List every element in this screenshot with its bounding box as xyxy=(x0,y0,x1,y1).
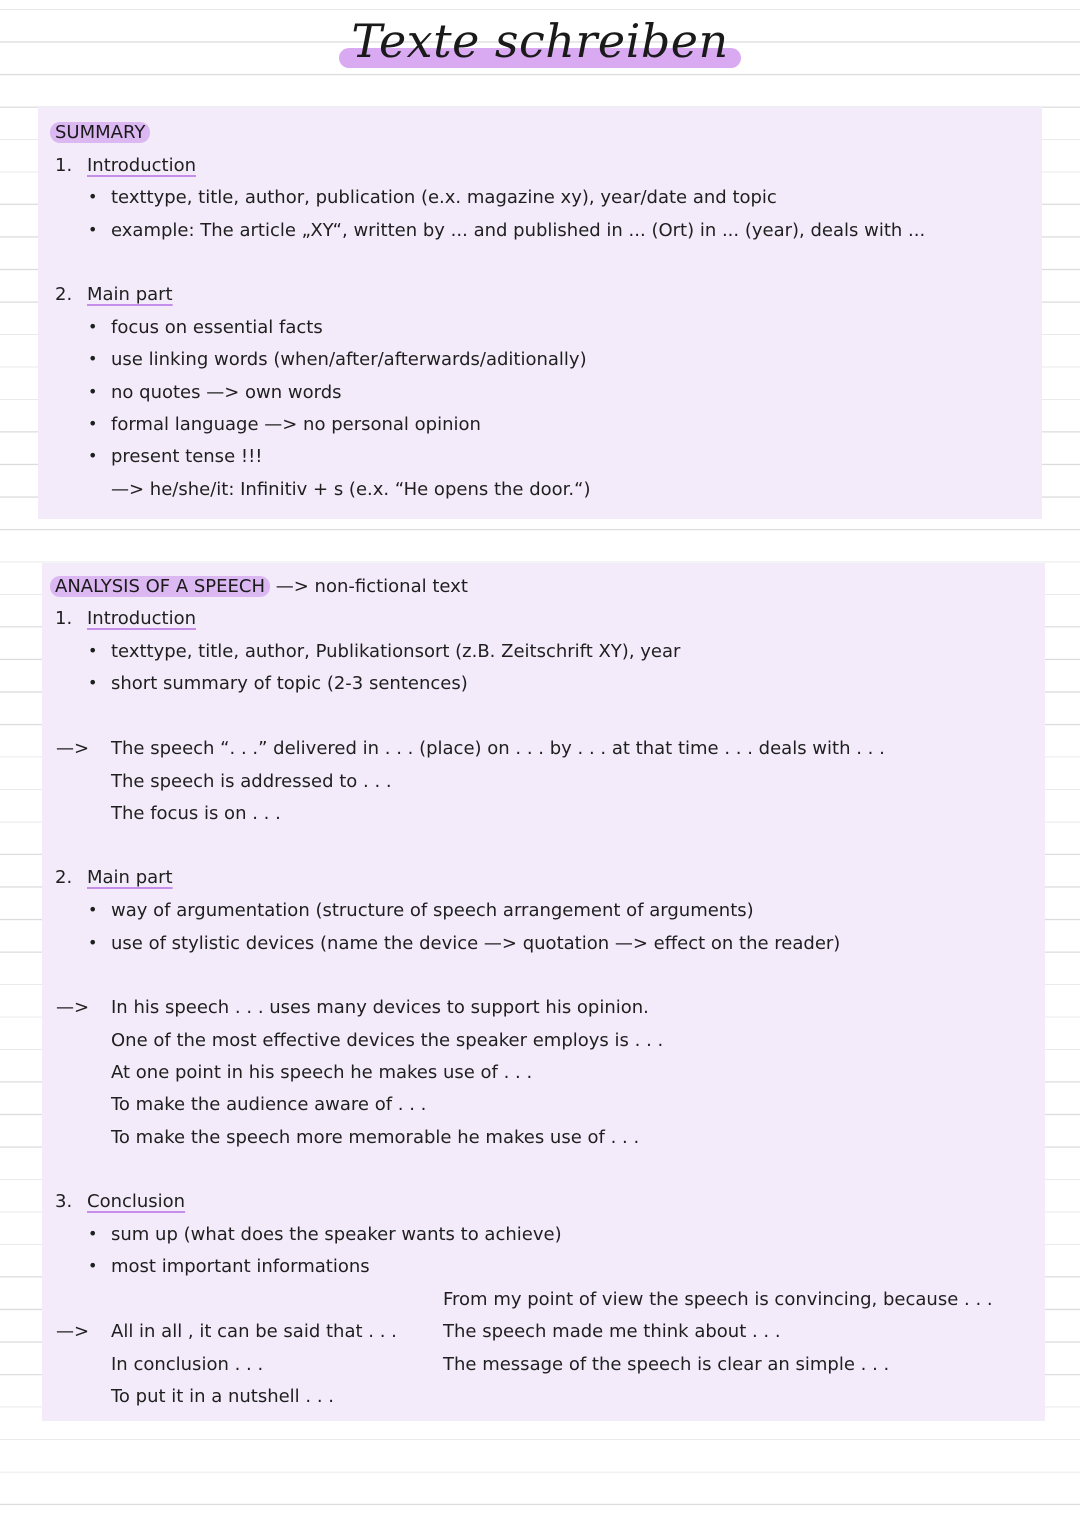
bullet-icon: • xyxy=(88,187,98,206)
phrase-text: The message of the speech is clear an simple . . . xyxy=(443,1354,890,1375)
summary-heading xyxy=(50,121,150,145)
section-title: Conclusion xyxy=(87,1191,186,1212)
phrase-text: The focus is on . . . xyxy=(111,803,281,824)
list-item: most important informations xyxy=(111,1256,370,1277)
summary-intro-heading xyxy=(55,154,196,178)
note-text: —> he/she/it: Infinitiv + s (e.x. “He opens the door.“) xyxy=(111,479,591,500)
phrase-text: From my point of view the speech is convincing, because . . . xyxy=(443,1289,993,1310)
speech-main-heading xyxy=(55,866,173,890)
phrase-text: At one point in his speech he makes use of . . . xyxy=(111,1062,533,1083)
summary-main-heading xyxy=(55,283,173,307)
speech-conclusion-heading xyxy=(55,1190,185,1214)
list-item: way of argumentation (structure of speech arrangement of arguments) xyxy=(111,900,754,921)
speech-intro-heading xyxy=(55,607,196,631)
phrase-text: In conclusion . . . xyxy=(111,1354,264,1375)
list-item: sum up (what does the speaker wants to achieve) xyxy=(111,1224,562,1245)
section-number: 1. xyxy=(55,155,73,176)
speech-heading xyxy=(50,575,468,599)
section-number: 1. xyxy=(55,608,73,629)
list-item: short summary of topic (2-3 sentences) xyxy=(111,673,468,694)
list-item: texttype, title, author, publication (e.x. magazine xy), year/date and topic xyxy=(111,187,777,208)
bullet-icon: • xyxy=(88,900,98,919)
speech-heading-tag: ANALYSIS OF A SPEECH xyxy=(50,576,270,597)
list-item: example: The article „XY“, written by ... and published in ... (Ort) in ... (year), deals with ... xyxy=(111,220,926,241)
speech-heading-suffix: —> non-fictional text xyxy=(275,576,468,597)
page-title: Texte schreiben xyxy=(339,14,740,68)
arrow-icon: —> xyxy=(56,738,90,759)
bullet-icon: • xyxy=(88,382,98,401)
phrase-text: All in all , it can be said that . . . xyxy=(111,1321,397,1342)
phrase-text: To make the audience aware of . . . xyxy=(111,1094,427,1115)
section-title: Main part xyxy=(87,284,173,305)
section-number: 3. xyxy=(55,1191,73,1212)
bullet-icon: • xyxy=(88,933,98,952)
phrase-text: The speech “. . .” delivered in . . . (place) on . . . by . . . at that time . . . deals with . . . xyxy=(111,738,885,759)
bullet-icon: • xyxy=(88,1224,98,1243)
phrase-text: To put it in a nutshell . . . xyxy=(111,1386,335,1407)
bullet-icon: • xyxy=(88,1256,98,1275)
bullet-icon: • xyxy=(88,414,98,433)
phrase-text: One of the most effective devices the speaker employs is . . . xyxy=(111,1030,664,1051)
section-number: 2. xyxy=(55,867,73,888)
list-item: present tense !!! xyxy=(111,446,263,467)
phrase-text: The speech made me think about . . . xyxy=(443,1321,781,1342)
summary-heading-tag: SUMMARY xyxy=(50,122,150,143)
bullet-icon: • xyxy=(88,349,98,368)
list-item: focus on essential facts xyxy=(111,317,323,338)
list-item: texttype, title, author, Publikationsort (z.B. Zeitschrift XY), year xyxy=(111,641,681,662)
section-title: Introduction xyxy=(87,155,197,176)
list-item: no quotes —> own words xyxy=(111,382,342,403)
phrase-text: To make the speech more memorable he makes use of . . . xyxy=(111,1127,640,1148)
title-wrapper xyxy=(0,14,1080,68)
bullet-icon: • xyxy=(88,673,98,692)
bullet-icon: • xyxy=(88,220,98,239)
list-item: formal language —> no personal opinion xyxy=(111,414,481,435)
arrow-icon: —> xyxy=(56,997,90,1018)
phrase-text: The speech is addressed to . . . xyxy=(111,771,392,792)
section-title: Main part xyxy=(87,867,173,888)
list-item: use of stylistic devices (name the device —> quotation —> effect on the reader) xyxy=(111,933,841,954)
list-item: use linking words (when/after/afterwards/aditionally) xyxy=(111,349,587,370)
bullet-icon: • xyxy=(88,641,98,660)
bullet-icon: • xyxy=(88,317,98,336)
phrase-text: In his speech . . . uses many devices to support his opinion. xyxy=(111,997,649,1018)
section-title: Introduction xyxy=(87,608,197,629)
bullet-icon: • xyxy=(88,446,98,465)
arrow-icon: —> xyxy=(56,1321,90,1342)
section-number: 2. xyxy=(55,284,73,305)
